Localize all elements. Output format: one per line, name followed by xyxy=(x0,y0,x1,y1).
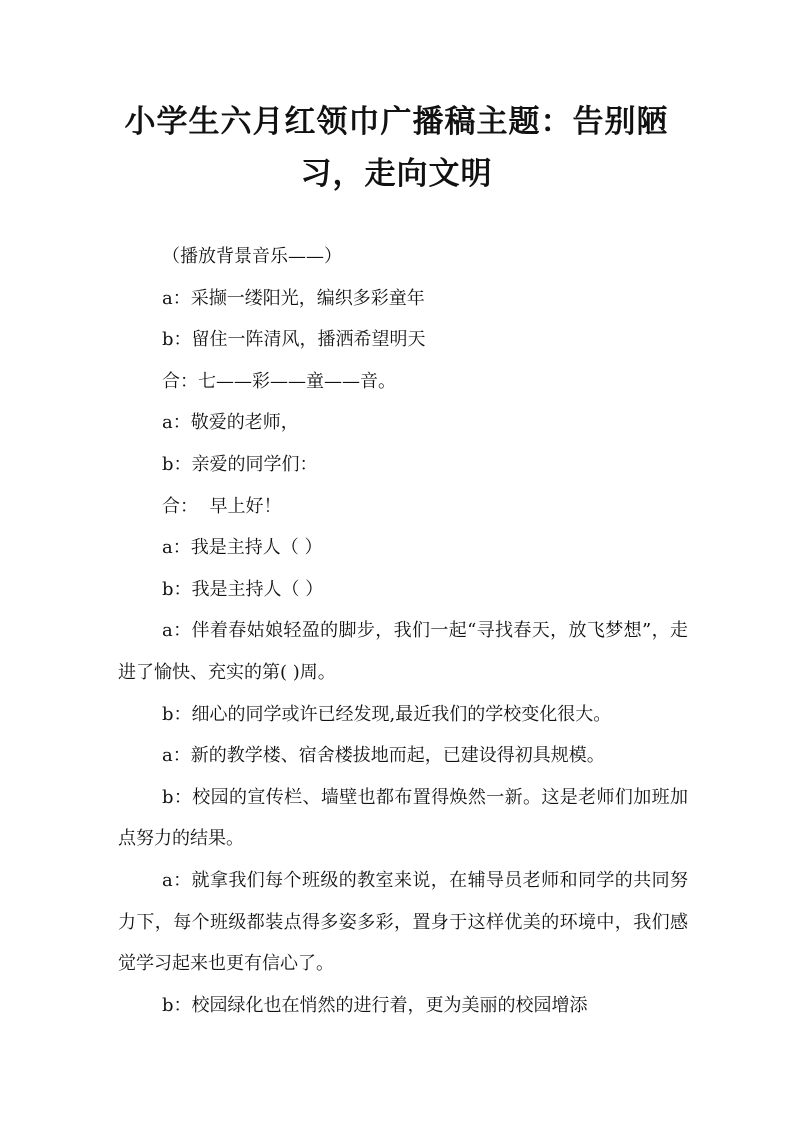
paragraph: b：校园绿化也在悄然的进行着，更为美丽的校园增添 xyxy=(162,994,588,1016)
paragraph: （播放背景音乐——） xyxy=(162,246,342,267)
paragraph: b：细心的同学或许已经发现,最近我们的学校变化很大。 xyxy=(162,703,612,725)
paragraph: a：伴着春姑娘轻盈的脚步，我们一起“寻找春天，放飞梦想”，走进了愉快、充实的第( )周。 xyxy=(118,620,688,683)
paragraph: b：我是主持人（ ） xyxy=(162,578,324,600)
page-title: 小学生六月红领巾广播稿主题：告别陋习，走向文明 xyxy=(124,104,669,192)
paragraph: a：我是主持人（ ） xyxy=(162,537,323,559)
paragraph: 合： 早上好！ xyxy=(162,495,282,517)
paragraph: a：新的教学楼、宿舍楼拔地而起，已建设得初具规模。 xyxy=(162,745,605,767)
paragraph: 合：七——彩——童——音。 xyxy=(162,370,396,392)
paragraph: a：采撷一缕阳光，编织多彩童年 xyxy=(162,287,425,309)
paragraph: a：就拿我们每个班级的教室来说，在辅导员老师和同学的共同努力下，每个班级都装点得多姿多彩，置身于这样优美的环境中，我们感觉学习起来也更有信心了。 xyxy=(118,869,688,975)
paragraph: b：亲爱的同学们： xyxy=(162,453,318,475)
paragraph: a：敬爱的老师， xyxy=(162,412,299,434)
document-body xyxy=(118,236,688,1026)
paragraph: b：留住一阵清风，播洒希望明天 xyxy=(162,329,426,351)
paragraph: b：校园的宣传栏、墙壁也都布置得焕然一新。这是老师们加班加点努力的结果。 xyxy=(118,786,688,850)
